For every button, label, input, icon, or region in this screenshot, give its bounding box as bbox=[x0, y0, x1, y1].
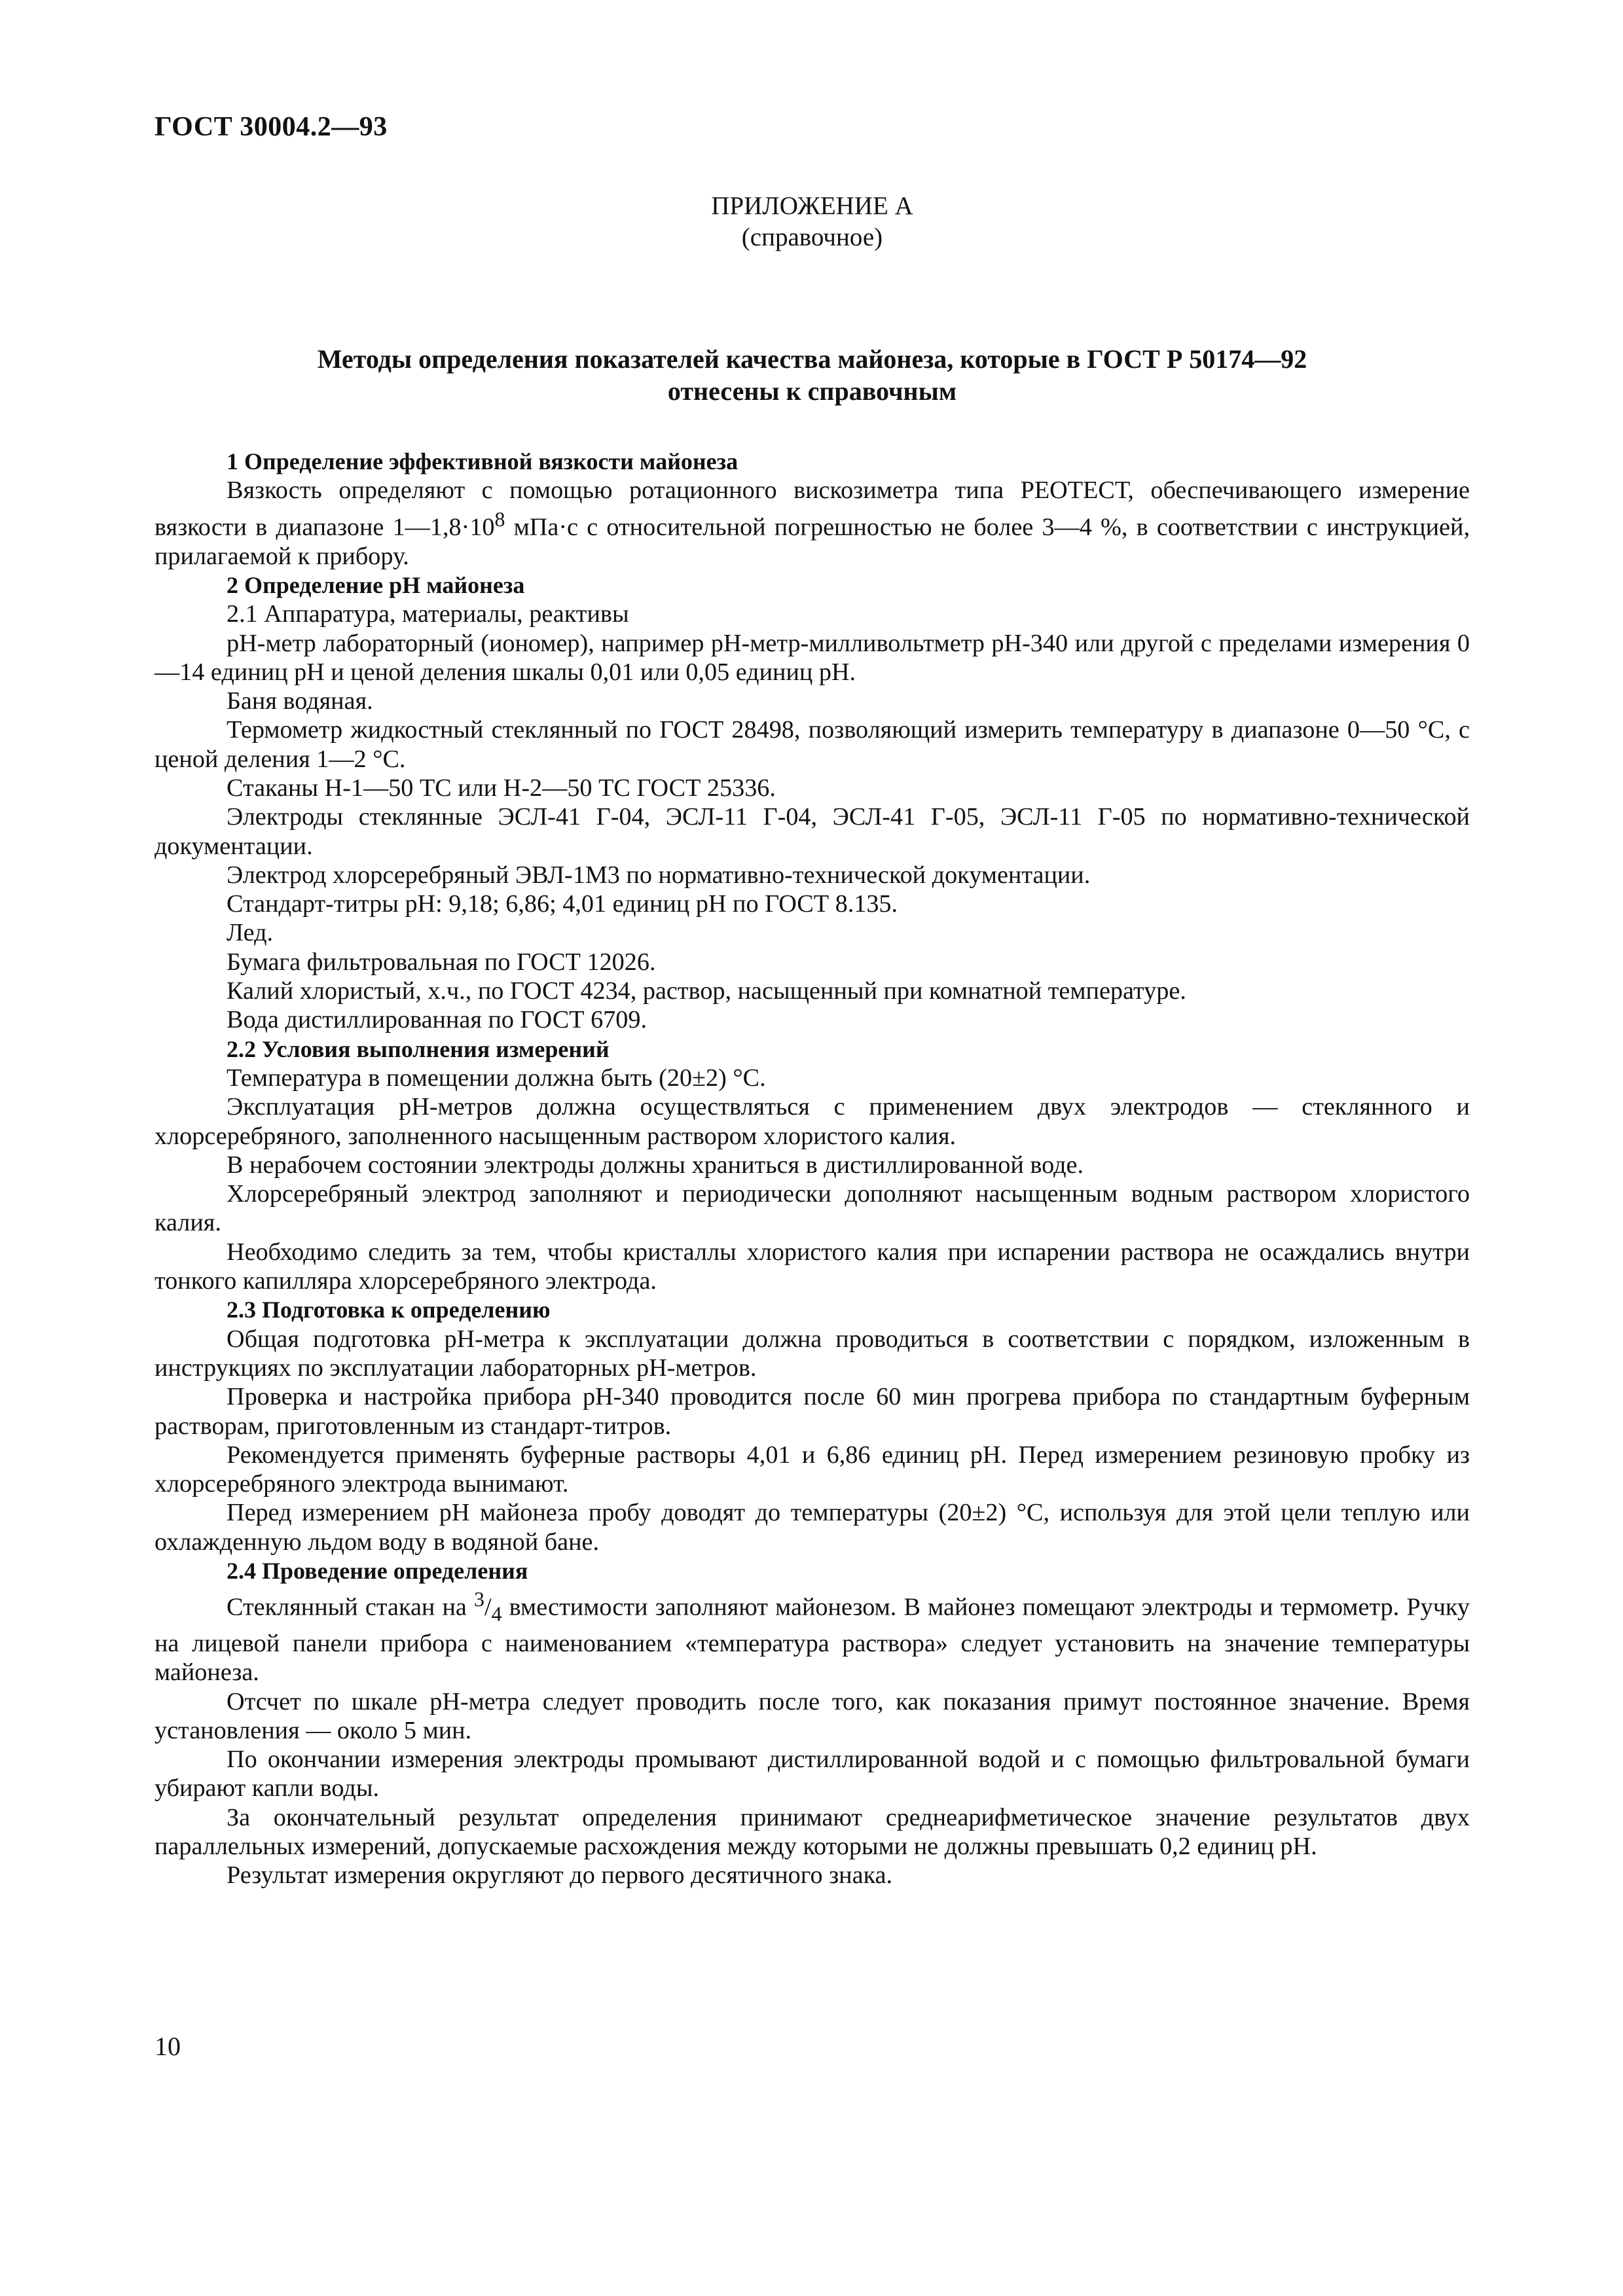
section-heading-1: 1 Определение эффективной вязкости майонеза bbox=[227, 448, 739, 475]
paragraph: В нерабочем состоянии электроды должны храниться в дистиллированной воде. bbox=[227, 1151, 1084, 1179]
appendix-subtitle: (справочное) bbox=[741, 223, 883, 251]
paragraph: Эксплуатация рН-метров должна осуществляться с применением двух электродов — стеклянного и хлорсеребряного, заполненного насыщенным раствором хлористого калия. bbox=[155, 1093, 1470, 1150]
paragraph: рН-метр лабораторный (иономер), например рН-метр-милливольтметр рН-340 или другой с пределами измерения 0—14 единиц рН и ценой деления шкалы 0,01 или 0,05 единиц рН. bbox=[155, 629, 1470, 686]
subsection-heading-2-3: 2.3 Подготовка к определению bbox=[227, 1297, 551, 1323]
page-number: 10 bbox=[155, 2032, 181, 2061]
text: вместимости заполняют майонезом. В майонез помещают электроды и термометр. Ручку на лицевой панели прибора с наименованием «температура раствора» следует установить на значение температуры майонеза. bbox=[155, 1594, 1470, 1687]
section-heading-2: 2 Определение рН майонеза bbox=[227, 571, 525, 598]
paragraph: За окончательный результат определения принимают среднеарифметическое значение результатов двух параллельных измерений, допускаемые расхождения между которыми не должны превышать 0,2 единиц рН. bbox=[155, 1803, 1470, 1861]
text: Вязкость определяют с помощью ротационного вискозиметра типа РЕОТЕСТ, обеспечивающего измерение вязкости в диапазоне 1—1,8·10 bbox=[155, 476, 1470, 541]
paragraph: Температура в помещении должна быть (20±2) °С. bbox=[227, 1064, 766, 1092]
paragraph: Калий хлористый, х.ч., по ГОСТ 4234, раствор, насыщенный при комнатной температуре. bbox=[227, 977, 1186, 1005]
paragraph: Термометр жидкостный стеклянный по ГОСТ 28498, позволяющий измерить температуру в диапазоне 0—50 °С, с ценой деления 1—2 °С. bbox=[155, 716, 1470, 773]
paragraph: По окончании измерения электроды промывают дистиллированной водой и с помощью фильтровальной бумаги убирают капли воды. bbox=[155, 1746, 1470, 1803]
paragraph: Стандарт-титры рН: 9,18; 6,86; 4,01 единиц рН по ГОСТ 8.135. bbox=[227, 890, 898, 918]
subsection-heading-2-4: 2.4 Проведение определения bbox=[227, 1558, 528, 1585]
paragraph: Стаканы Н-1—50 ТС или Н-2—50 ТС ГОСТ 25336. bbox=[227, 774, 776, 802]
standard-number: ГОСТ 30004.2—93 bbox=[155, 112, 388, 142]
fraction-numerator: 3 bbox=[474, 1588, 484, 1611]
document-title-line-1: Методы определения показателей качества майонеза, которые в ГОСТ Р 50174—92 bbox=[317, 344, 1307, 374]
appendix-title: ПРИЛОЖЕНИЕ А bbox=[711, 192, 913, 220]
fraction-denominator: 4 bbox=[491, 1602, 502, 1626]
paragraph-viscosity bbox=[155, 476, 1470, 571]
document-body bbox=[155, 447, 1470, 1890]
document-title bbox=[155, 344, 1470, 408]
paragraph: Необходимо следить за тем, чтобы кристаллы хлористого калия при испарении раствора не осаждались внутри тонкого капилляра хлорсеребряного электрода. bbox=[155, 1238, 1470, 1295]
paragraph: Электроды стеклянные ЭСЛ-41 Г-04, ЭСЛ-11 Г-04, ЭСЛ-41 Г-05, ЭСЛ-11 Г-05 по нормативно-технической документации. bbox=[155, 803, 1470, 860]
text: мПа·с с относительной погрешностью не более 3—4 %, в соответствии с инструкцией, прилагаемой к прибору. bbox=[155, 513, 1470, 570]
superscript: 8 bbox=[494, 507, 505, 531]
paragraph: Бумага фильтровальная по ГОСТ 12026. bbox=[227, 948, 656, 976]
paragraph-procedure bbox=[155, 1585, 1470, 1687]
paragraph: Баня водяная. bbox=[227, 687, 373, 715]
subsection-heading-2-1: 2.1 Аппаратура, материалы, реактивы bbox=[227, 600, 629, 628]
text: Стеклянный стакан на bbox=[227, 1594, 475, 1622]
paragraph: Вода дистиллированная по ГОСТ 6709. bbox=[227, 1006, 647, 1034]
document-title-line-2: отнесены к справочным bbox=[667, 376, 957, 406]
paragraph: Отсчет по шкале рН-метра следует проводить после того, как показания примут постоянное значение. Время установления — около 5 мин. bbox=[155, 1687, 1470, 1744]
paragraph: Лед. bbox=[227, 919, 274, 947]
paragraph: Перед измерением рН майонеза пробу доводят до температуры (20±2) °С, используя для этой цели теплую или охлажденную льдом воду в водяной бане. bbox=[155, 1499, 1470, 1556]
paragraph: Рекомендуется применять буферные растворы 4,01 и 6,86 единиц рН. Перед измерением резиновую пробку из хлорсеребряного электрода вынимают. bbox=[155, 1441, 1470, 1498]
fraction-slash: / bbox=[484, 1594, 492, 1622]
paragraph: Хлорсеребряный электрод заполняют и периодически дополняют насыщенным водным раствором хлористого калия. bbox=[155, 1180, 1470, 1237]
subsection-heading-2-2: 2.2 Условия выполнения измерений bbox=[227, 1035, 610, 1062]
paragraph: Общая подготовка рН-метра к эксплуатации должна проводиться в соответствии с порядком, изложенным в инструкциях по эксплуатации лабораторных рН-метров. bbox=[155, 1325, 1470, 1382]
paragraph: Электрод хлорсеребряный ЭВЛ-1М3 по нормативно-технической документации. bbox=[227, 861, 1091, 889]
paragraph: Результат измерения округляют до первого десятичного знака. bbox=[227, 1861, 893, 1890]
paragraph: Проверка и настройка прибора рН-340 проводится после 60 мин прогрева прибора по стандартным буферным растворам, приготовленным из стандарт-титров. bbox=[155, 1383, 1470, 1440]
